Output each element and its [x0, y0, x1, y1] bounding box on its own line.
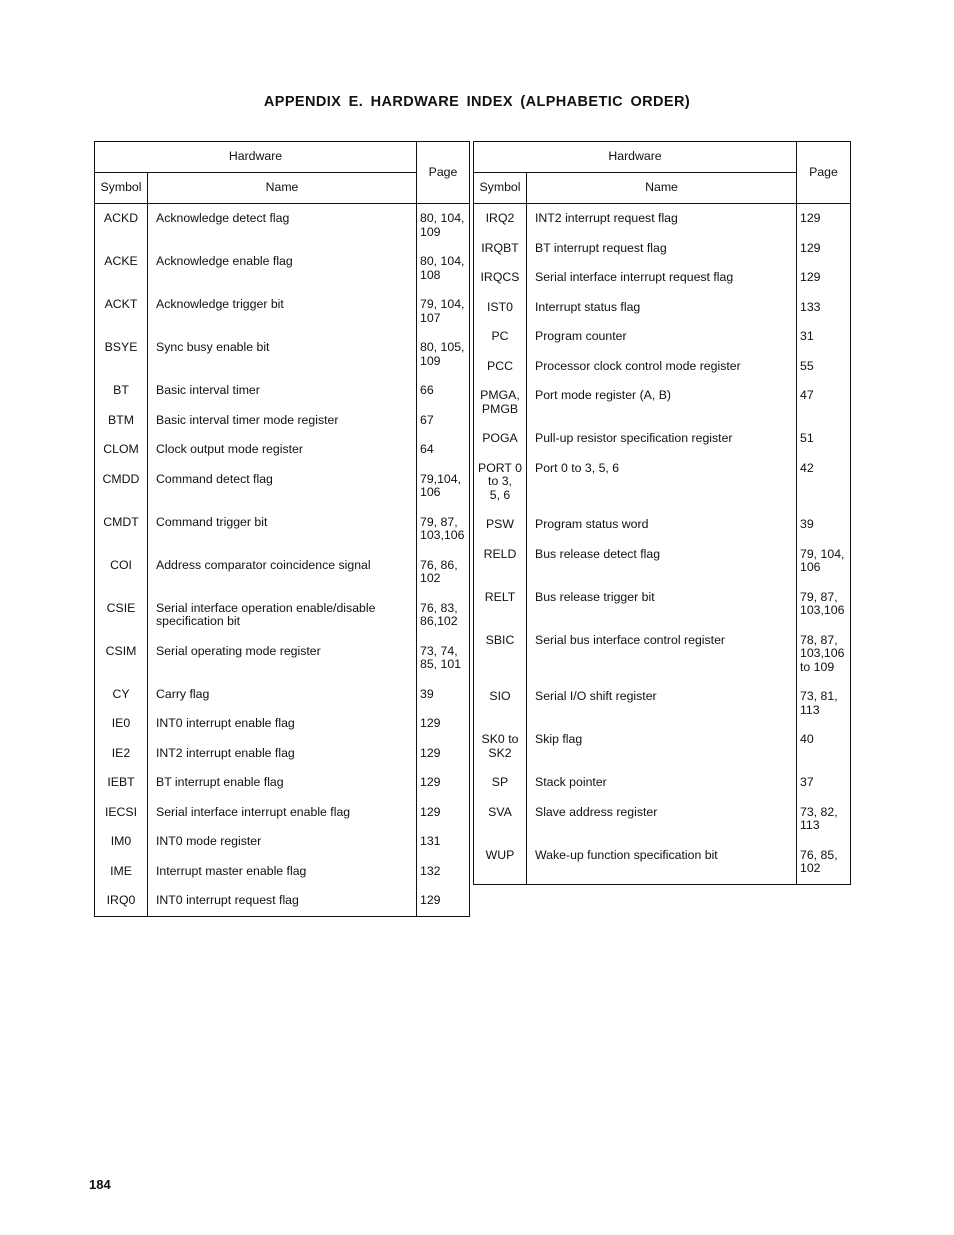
table-row [95, 204, 470, 248]
hardware-index-table-left [94, 141, 470, 917]
symbol-cell: SVA [474, 798, 527, 841]
page-cell: 79,104, 106 [417, 465, 470, 508]
symbol-cell: SBIC [474, 626, 527, 683]
table-row [95, 768, 470, 798]
symbol-header: Symbol [474, 173, 527, 204]
name-cell: BT interrupt enable flag [148, 768, 417, 798]
table-row [474, 626, 851, 683]
page-cell: 129 [417, 798, 470, 828]
symbol-cell: SP [474, 768, 527, 798]
table-row [95, 798, 470, 828]
name-cell: Interrupt master enable flag [148, 857, 417, 887]
page-cell: 42 [797, 454, 851, 511]
name-cell: Clock output mode register [148, 435, 417, 465]
table-row [474, 322, 851, 352]
symbol-cell: IRQ0 [95, 886, 148, 916]
name-cell: Processor clock control mode register [527, 352, 797, 382]
table-row [95, 376, 470, 406]
symbol-header: Symbol [95, 173, 148, 204]
page-cell: 39 [417, 680, 470, 710]
page-cell: 129 [417, 768, 470, 798]
symbol-cell: PSW [474, 510, 527, 540]
hardware-header: Hardware [95, 142, 417, 173]
page-cell: 129 [417, 709, 470, 739]
symbol-cell: IE0 [95, 709, 148, 739]
name-cell: Carry flag [148, 680, 417, 710]
page-cell: 37 [797, 768, 851, 798]
page-cell: 80, 104, 109 [417, 204, 470, 248]
page-cell: 132 [417, 857, 470, 887]
name-cell: Serial operating mode register [148, 637, 417, 680]
table-row [474, 293, 851, 323]
table-row [95, 886, 470, 916]
name-cell: Slave address register [527, 798, 797, 841]
table-row [474, 454, 851, 511]
table-row [474, 540, 851, 583]
page-cell: 131 [417, 827, 470, 857]
name-cell: INT2 interrupt enable flag [148, 739, 417, 769]
table-row [474, 263, 851, 293]
name-cell: Command detect flag [148, 465, 417, 508]
symbol-cell: BT [95, 376, 148, 406]
symbol-cell: CMDT [95, 508, 148, 551]
page-cell: 80, 105, 109 [417, 333, 470, 376]
name-cell: Bus release detect flag [527, 540, 797, 583]
name-cell: Basic interval timer [148, 376, 417, 406]
page-cell: 73, 74, 85, 101 [417, 637, 470, 680]
table-row [95, 827, 470, 857]
table-row [95, 247, 470, 290]
symbol-cell: IST0 [474, 293, 527, 323]
symbol-cell: CY [95, 680, 148, 710]
hardware-header: Hardware [474, 142, 797, 173]
symbol-cell: COI [95, 551, 148, 594]
name-cell: Serial bus interface control register [527, 626, 797, 683]
page-cell: 67 [417, 406, 470, 436]
symbol-cell: CSIM [95, 637, 148, 680]
page-cell: 79, 87, 103,106 [417, 508, 470, 551]
table-row [95, 739, 470, 769]
symbol-cell: PCC [474, 352, 527, 382]
page-cell: 40 [797, 725, 851, 768]
name-cell: Pull-up resistor specification register [527, 424, 797, 454]
symbol-cell: RELD [474, 540, 527, 583]
table-row [95, 333, 470, 376]
name-header: Name [527, 173, 797, 204]
page-cell: 129 [417, 886, 470, 916]
page-cell: 73, 81, 113 [797, 682, 851, 725]
name-cell: Port 0 to 3, 5, 6 [527, 454, 797, 511]
symbol-cell: BTM [95, 406, 148, 436]
table-row [474, 424, 851, 454]
name-cell: BT interrupt request flag [527, 234, 797, 264]
table-row [474, 798, 851, 841]
page-cell: 79, 104, 107 [417, 290, 470, 333]
symbol-cell: ACKE [95, 247, 148, 290]
table-row [95, 290, 470, 333]
page-cell: 129 [797, 204, 851, 234]
symbol-cell: SIO [474, 682, 527, 725]
hardware-index-table-right [473, 141, 851, 885]
symbol-cell: IECSI [95, 798, 148, 828]
name-cell: INT0 interrupt request flag [148, 886, 417, 916]
table-row [95, 637, 470, 680]
page-cell: 31 [797, 322, 851, 352]
symbol-cell: PC [474, 322, 527, 352]
table-row [474, 234, 851, 264]
name-cell: Sync busy enable bit [148, 333, 417, 376]
name-cell: Serial I/O shift register [527, 682, 797, 725]
page-cell: 79, 87, 103,106 [797, 583, 851, 626]
symbol-cell: IM0 [95, 827, 148, 857]
symbol-cell: ACKD [95, 204, 148, 248]
name-header: Name [148, 173, 417, 204]
symbol-cell: SK0 to SK2 [474, 725, 527, 768]
name-cell: Acknowledge trigger bit [148, 290, 417, 333]
table-row [474, 768, 851, 798]
name-cell: Program status word [527, 510, 797, 540]
page-cell: 76, 83, 86,102 [417, 594, 470, 637]
symbol-cell: IRQBT [474, 234, 527, 264]
symbol-cell: PMGA, PMGB [474, 381, 527, 424]
symbol-cell: WUP [474, 841, 527, 885]
name-cell: INT0 mode register [148, 827, 417, 857]
page-cell: 129 [417, 739, 470, 769]
table-row [95, 406, 470, 436]
symbol-cell: PORT 0 to 3, 5, 6 [474, 454, 527, 511]
page-cell: 78, 87, 103,106 to 109 [797, 626, 851, 683]
symbol-cell: IME [95, 857, 148, 887]
name-cell: Acknowledge enable flag [148, 247, 417, 290]
symbol-cell: IEBT [95, 768, 148, 798]
name-cell: Basic interval timer mode register [148, 406, 417, 436]
table-row [474, 204, 851, 234]
symbol-cell: RELT [474, 583, 527, 626]
page-cell: 129 [797, 263, 851, 293]
name-cell: Interrupt status flag [527, 293, 797, 323]
page-cell: 80, 104, 108 [417, 247, 470, 290]
symbol-cell: ACKT [95, 290, 148, 333]
name-cell: Stack pointer [527, 768, 797, 798]
symbol-cell: CLOM [95, 435, 148, 465]
page-header: Page [797, 142, 851, 204]
name-cell: Serial interface interrupt enable flag [148, 798, 417, 828]
page-cell: 55 [797, 352, 851, 382]
page-header: Page [417, 142, 470, 204]
table-row [95, 594, 470, 637]
name-cell: Command trigger bit [148, 508, 417, 551]
symbol-cell: IRQ2 [474, 204, 527, 234]
symbol-cell: CSIE [95, 594, 148, 637]
table-row [95, 709, 470, 739]
page-cell: 79, 104, 106 [797, 540, 851, 583]
table-row [95, 435, 470, 465]
page-cell: 76, 85, 102 [797, 841, 851, 885]
symbol-cell: IE2 [95, 739, 148, 769]
table-row [474, 352, 851, 382]
symbol-cell: BSYE [95, 333, 148, 376]
symbol-cell: IRQCS [474, 263, 527, 293]
table-row [474, 381, 851, 424]
symbol-cell: POGA [474, 424, 527, 454]
page-title: APPENDIX E. HARDWARE INDEX (ALPHABETIC ORDER) [263, 94, 691, 110]
page-cell: 73, 82, 113 [797, 798, 851, 841]
name-cell: Skip flag [527, 725, 797, 768]
table-row [95, 551, 470, 594]
page-cell: 47 [797, 381, 851, 424]
page-cell: 64 [417, 435, 470, 465]
table-row [95, 680, 470, 710]
name-cell: Bus release trigger bit [527, 583, 797, 626]
page-cell: 66 [417, 376, 470, 406]
name-cell: Serial interface interrupt request flag [527, 263, 797, 293]
name-cell: INT0 interrupt enable flag [148, 709, 417, 739]
page-cell: 51 [797, 424, 851, 454]
table-row [95, 508, 470, 551]
name-cell: Wake-up function specification bit [527, 841, 797, 885]
name-cell: Acknowledge detect flag [148, 204, 417, 248]
page-cell: 76, 86, 102 [417, 551, 470, 594]
name-cell: Serial interface operation enable/disable specification bit [148, 594, 417, 637]
name-cell: Program counter [527, 322, 797, 352]
table-row [474, 682, 851, 725]
page-cell: 129 [797, 234, 851, 264]
page-cell: 39 [797, 510, 851, 540]
table-row [95, 857, 470, 887]
name-cell: Port mode register (A, B) [527, 381, 797, 424]
symbol-cell: CMDD [95, 465, 148, 508]
table-row [474, 583, 851, 626]
table-row [474, 841, 851, 885]
table-row [95, 465, 470, 508]
page-cell: 133 [797, 293, 851, 323]
name-cell: Address comparator coincidence signal [148, 551, 417, 594]
name-cell: INT2 interrupt request flag [527, 204, 797, 234]
page-number: 184 [89, 1177, 111, 1192]
table-row [474, 510, 851, 540]
table-row [474, 725, 851, 768]
